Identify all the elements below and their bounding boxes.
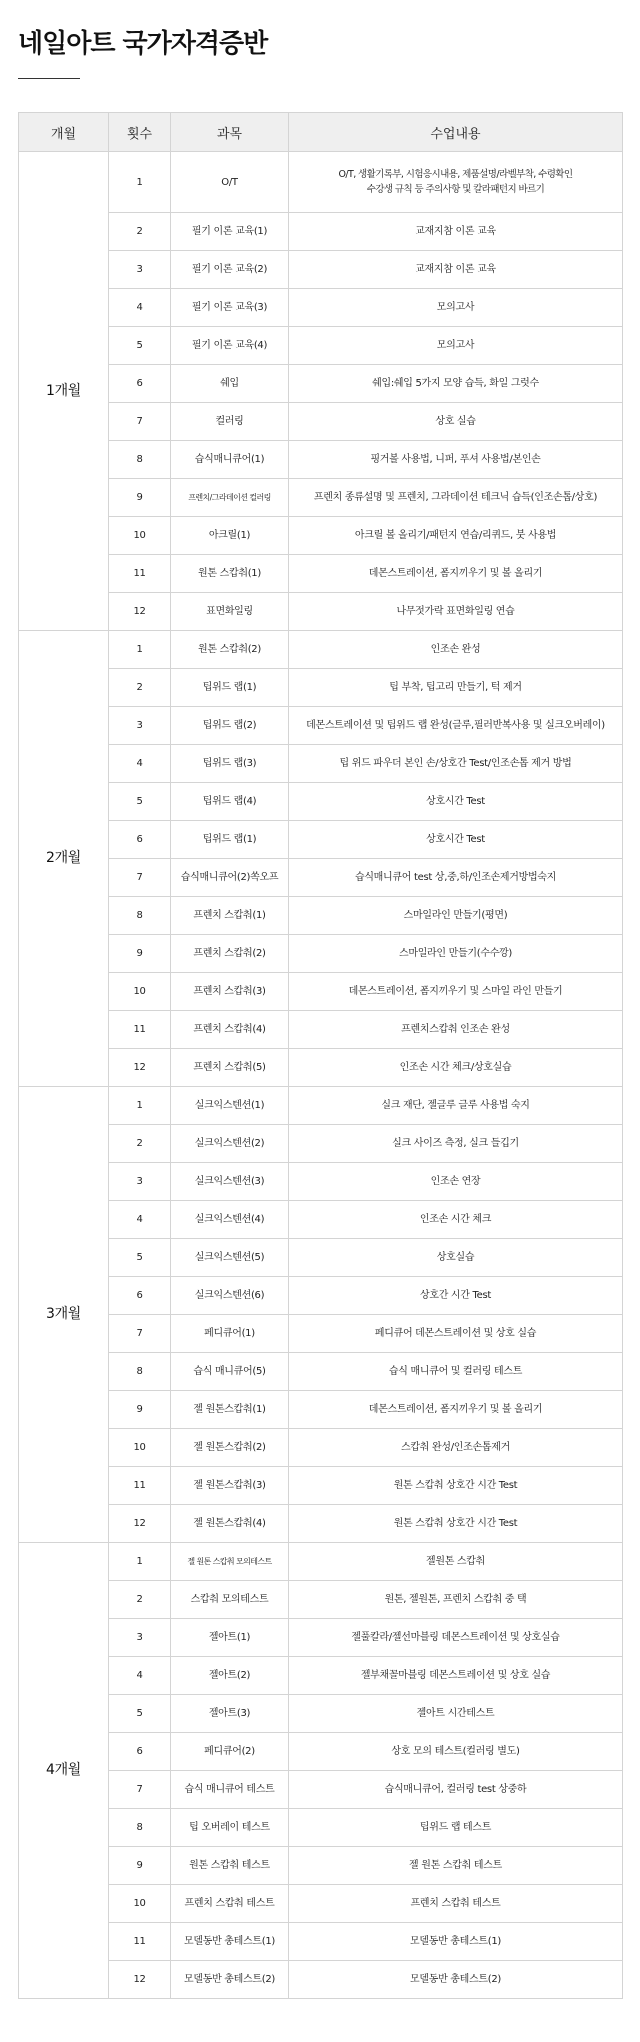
- session-number-cell: 5: [109, 327, 171, 365]
- table-row: [19, 1011, 623, 1049]
- table-row: [19, 1695, 623, 1733]
- subject-cell: 프렌치 스캅춰(1): [171, 897, 289, 935]
- content-cell: 상호시간 Test: [289, 783, 623, 821]
- table-row: [19, 859, 623, 897]
- session-number-cell: 10: [109, 1885, 171, 1923]
- table-row: [19, 897, 623, 935]
- subject-cell: 실크익스텐션(6): [171, 1277, 289, 1315]
- content-cell: 팁 부착, 팁고리 만들기, 턱 제거: [289, 669, 623, 707]
- table-row: [19, 1239, 623, 1277]
- content-cell: 아크릴 볼 올리기/패턴지 연습/리퀴드, 붓 사용법: [289, 517, 623, 555]
- subject-cell: 필기 이론 교육(4): [171, 327, 289, 365]
- table-row: [19, 517, 623, 555]
- session-number-cell: 9: [109, 1391, 171, 1429]
- content-cell: 상호 모의 테스트(컬러링 별도): [289, 1733, 623, 1771]
- session-number-cell: 11: [109, 1011, 171, 1049]
- session-number-cell: 10: [109, 1429, 171, 1467]
- subject-cell: 젤 원톤스캅춰(3): [171, 1467, 289, 1505]
- session-number-cell: 8: [109, 1353, 171, 1391]
- table-header-row: [19, 113, 623, 152]
- table-row: [19, 1429, 623, 1467]
- content-cell: 쉐입:쉐입 5가지 모양 습득, 화일 그럿수: [289, 365, 623, 403]
- table-row: [19, 213, 623, 251]
- month-cell: 2개월: [19, 631, 109, 1087]
- content-cell: 교재지참 이론 교육: [289, 251, 623, 289]
- table-row: [19, 669, 623, 707]
- subject-cell: 젤 원톤스캅춰(4): [171, 1505, 289, 1543]
- table-row: [19, 1049, 623, 1087]
- table-row: [19, 821, 623, 859]
- content-cell: 습식 매니큐어 및 컬러링 테스트: [289, 1353, 623, 1391]
- subject-cell: 실크익스텐션(5): [171, 1239, 289, 1277]
- table-row: [19, 327, 623, 365]
- content-cell: 모의고사: [289, 289, 623, 327]
- content-cell: 프렌치 종류설명 및 프렌치, 그라데이션 테크닉 습득(인조손톱/상호): [289, 479, 623, 517]
- session-number-cell: 4: [109, 1201, 171, 1239]
- content-cell: 스캅춰 완성/인조손톱제거: [289, 1429, 623, 1467]
- title-divider: [18, 78, 80, 79]
- table-row: [19, 1201, 623, 1239]
- subject-cell: 팁위드 랩(3): [171, 745, 289, 783]
- table-row: [19, 631, 623, 669]
- subject-cell: 습식 매니큐어(5): [171, 1353, 289, 1391]
- content-cell: 젤아트 시간테스트: [289, 1695, 623, 1733]
- table-row: [19, 555, 623, 593]
- subject-cell: 원톤 스캅춰(1): [171, 555, 289, 593]
- session-number-cell: 3: [109, 1163, 171, 1201]
- subject-cell: 팁위드 랩(1): [171, 821, 289, 859]
- table-row: [19, 1277, 623, 1315]
- table-row: [19, 1505, 623, 1543]
- session-number-cell: 6: [109, 821, 171, 859]
- session-number-cell: 12: [109, 1505, 171, 1543]
- table-row: [19, 1125, 623, 1163]
- subject-cell: 표면화일링: [171, 593, 289, 631]
- content-cell: 프렌치 스캅춰 테스트: [289, 1885, 623, 1923]
- session-number-cell: 12: [109, 593, 171, 631]
- session-number-cell: 5: [109, 783, 171, 821]
- subject-cell: 젤아트(2): [171, 1657, 289, 1695]
- session-number-cell: 10: [109, 973, 171, 1011]
- content-cell: 젤부채꼴마블링 데몬스트레이션 및 상호 실습: [289, 1657, 623, 1695]
- content-cell: 모델동반 총테스트(1): [289, 1923, 623, 1961]
- table-row: [19, 479, 623, 517]
- content-cell: O/T, 생활기록부, 시험응시내용, 제품설명/라벨부착, 수령확인 수강생 규칙 등 주의사항 및 칼라패턴지 바르기: [289, 152, 623, 213]
- table-row: [19, 1467, 623, 1505]
- table-row: [19, 365, 623, 403]
- session-number-cell: 8: [109, 1809, 171, 1847]
- table-row: [19, 1543, 623, 1581]
- subject-cell: 팁위드 랩(1): [171, 669, 289, 707]
- session-number-cell: 4: [109, 1657, 171, 1695]
- content-cell: 데몬스트레이션, 폼지끼우기 및 볼 올리기: [289, 1391, 623, 1429]
- table-row: [19, 289, 623, 327]
- session-number-cell: 10: [109, 517, 171, 555]
- table-row: [19, 1657, 623, 1695]
- content-cell: 실크 재단, 젤글루 글루 사용법 숙지: [289, 1087, 623, 1125]
- content-cell: 인조손 시간 체크: [289, 1201, 623, 1239]
- page-title: 네일아트 국가자격증반: [18, 29, 268, 59]
- table-row: [19, 1163, 623, 1201]
- table-row: [19, 1619, 623, 1657]
- table-row: [19, 1733, 623, 1771]
- header-subject: 과목: [171, 113, 289, 152]
- subject-cell: 스캅춰 모의테스트: [171, 1581, 289, 1619]
- subject-cell: O/T: [171, 152, 289, 213]
- session-number-cell: 12: [109, 1049, 171, 1087]
- session-number-cell: 9: [109, 479, 171, 517]
- subject-cell: 팁위드 랩(4): [171, 783, 289, 821]
- header-content: 수업내용: [289, 113, 623, 152]
- subject-cell: 실크익스텐션(1): [171, 1087, 289, 1125]
- content-cell: 원톤 스캅춰 상호간 시간 Test: [289, 1505, 623, 1543]
- subject-cell: 페디큐어(1): [171, 1315, 289, 1353]
- session-number-cell: 3: [109, 707, 171, 745]
- table-row: [19, 707, 623, 745]
- session-number-cell: 1: [109, 631, 171, 669]
- subject-cell: 모델동반 총테스트(2): [171, 1961, 289, 1999]
- table-row: [19, 152, 623, 213]
- subject-cell: 프렌치 스캅춰(4): [171, 1011, 289, 1049]
- table-row: [19, 1961, 623, 1999]
- subject-cell: 페디큐어(2): [171, 1733, 289, 1771]
- session-number-cell: 2: [109, 669, 171, 707]
- subject-cell: 필기 이론 교육(2): [171, 251, 289, 289]
- table-row: [19, 1809, 623, 1847]
- table-row: [19, 1923, 623, 1961]
- curriculum-table: [18, 112, 623, 1999]
- subject-cell: 젤 원톤 스캅춰 모의테스트: [171, 1543, 289, 1581]
- content-cell: 젤원톤 스캅춰: [289, 1543, 623, 1581]
- content-cell: 팁위드 랩 테스트: [289, 1809, 623, 1847]
- session-number-cell: 8: [109, 897, 171, 935]
- subject-cell: 프렌치 스캅춰(2): [171, 935, 289, 973]
- header-month: 개월: [19, 113, 109, 152]
- subject-cell: 프렌치/그라데이션 컬러링: [171, 479, 289, 517]
- session-number-cell: 7: [109, 1771, 171, 1809]
- table-row: [19, 745, 623, 783]
- session-number-cell: 1: [109, 1543, 171, 1581]
- session-number-cell: 7: [109, 403, 171, 441]
- content-cell: 교재지참 이론 교육: [289, 213, 623, 251]
- content-cell: 모델동반 총테스트(2): [289, 1961, 623, 1999]
- session-number-cell: 3: [109, 1619, 171, 1657]
- session-number-cell: 6: [109, 1277, 171, 1315]
- session-number-cell: 3: [109, 251, 171, 289]
- content-cell: 페디큐어 데몬스트레이션 및 상호 실습: [289, 1315, 623, 1353]
- subject-cell: 팁 오버레이 테스트: [171, 1809, 289, 1847]
- content-cell: 데몬스트레이션, 폼지끼우기 및 볼 올리기: [289, 555, 623, 593]
- table-row: [19, 1847, 623, 1885]
- table-row: [19, 593, 623, 631]
- content-cell: 스마일라인 만들기(평면): [289, 897, 623, 935]
- table-row: [19, 1391, 623, 1429]
- subject-cell: 필기 이론 교육(1): [171, 213, 289, 251]
- subject-cell: 아크릴(1): [171, 517, 289, 555]
- table-row: [19, 1315, 623, 1353]
- session-number-cell: 11: [109, 555, 171, 593]
- session-number-cell: 8: [109, 441, 171, 479]
- content-cell: 원톤, 젤원톤, 프렌치 스캅춰 중 택: [289, 1581, 623, 1619]
- subject-cell: 원톤 스캅춰 테스트: [171, 1847, 289, 1885]
- content-cell: 프렌치스캅춰 인조손 완성: [289, 1011, 623, 1049]
- session-number-cell: 12: [109, 1961, 171, 1999]
- session-number-cell: 7: [109, 1315, 171, 1353]
- session-number-cell: 1: [109, 152, 171, 213]
- session-number-cell: 4: [109, 289, 171, 327]
- session-number-cell: 2: [109, 213, 171, 251]
- subject-cell: 팁위드 랩(2): [171, 707, 289, 745]
- subject-cell: 젤아트(3): [171, 1695, 289, 1733]
- content-cell: 인조손 완성: [289, 631, 623, 669]
- content-cell: 인조손 시간 체크/상호실습: [289, 1049, 623, 1087]
- session-number-cell: 2: [109, 1125, 171, 1163]
- subject-cell: 실크익스텐션(3): [171, 1163, 289, 1201]
- content-cell: 나무젓가락 표면화일링 연습: [289, 593, 623, 631]
- session-number-cell: 11: [109, 1923, 171, 1961]
- table-row: [19, 1885, 623, 1923]
- table-row: [19, 973, 623, 1011]
- subject-cell: 프렌치 스캅춰 테스트: [171, 1885, 289, 1923]
- content-cell: 습식매니큐어, 컬러링 test 상중하: [289, 1771, 623, 1809]
- content-cell: 팁 위드 파우더 본인 손/상호간 Test/인조손톱 제거 방법: [289, 745, 623, 783]
- session-number-cell: 2: [109, 1581, 171, 1619]
- session-number-cell: 4: [109, 745, 171, 783]
- table-row: [19, 1353, 623, 1391]
- subject-cell: 모델동반 총테스트(1): [171, 1923, 289, 1961]
- content-cell: 핑거볼 사용법, 니퍼, 푸셔 사용법/본인손: [289, 441, 623, 479]
- table-row: [19, 251, 623, 289]
- session-number-cell: 1: [109, 1087, 171, 1125]
- subject-cell: 쉐입: [171, 365, 289, 403]
- content-cell: 상호실습: [289, 1239, 623, 1277]
- content-cell: 데몬스트레이션 및 팁위드 랩 완성(글루,필러반복사용 및 실크오버레이): [289, 707, 623, 745]
- session-number-cell: 6: [109, 1733, 171, 1771]
- subject-cell: 실크익스텐션(2): [171, 1125, 289, 1163]
- month-cell: 3개월: [19, 1087, 109, 1543]
- table-row: [19, 1581, 623, 1619]
- subject-cell: 습식 매니큐어 테스트: [171, 1771, 289, 1809]
- content-cell: 상호간 시간 Test: [289, 1277, 623, 1315]
- session-number-cell: 11: [109, 1467, 171, 1505]
- table-row: [19, 1087, 623, 1125]
- content-cell: 젤풀칼라/젤선마블링 데몬스트레이션 및 상호실습: [289, 1619, 623, 1657]
- content-cell: 젤 원톤 스캅춰 테스트: [289, 1847, 623, 1885]
- content-cell: 상호시간 Test: [289, 821, 623, 859]
- subject-cell: 원톤 스캅춰(2): [171, 631, 289, 669]
- content-cell: 습식매니큐어 test 상,중,하/인조손제거방법숙지: [289, 859, 623, 897]
- subject-cell: 필기 이론 교육(3): [171, 289, 289, 327]
- table-row: [19, 441, 623, 479]
- table-row: [19, 783, 623, 821]
- subject-cell: 프렌치 스캅춰(5): [171, 1049, 289, 1087]
- session-number-cell: 6: [109, 365, 171, 403]
- subject-cell: 실크익스텐션(4): [171, 1201, 289, 1239]
- table-body: [19, 152, 623, 1999]
- session-number-cell: 5: [109, 1695, 171, 1733]
- subject-cell: 젤 원톤스캅춰(2): [171, 1429, 289, 1467]
- session-number-cell: 9: [109, 935, 171, 973]
- table-row: [19, 935, 623, 973]
- subject-cell: 젤아트(1): [171, 1619, 289, 1657]
- month-cell: 1개월: [19, 152, 109, 631]
- session-number-cell: 9: [109, 1847, 171, 1885]
- content-cell: 상호 실습: [289, 403, 623, 441]
- content-cell: 데몬스트레이션, 폼지끼우기 및 스마일 라인 만들기: [289, 973, 623, 1011]
- session-number-cell: 7: [109, 859, 171, 897]
- subject-cell: 프렌치 스캅춰(3): [171, 973, 289, 1011]
- content-cell: 모의고사: [289, 327, 623, 365]
- subject-cell: 습식매니큐어(2)쏙오프: [171, 859, 289, 897]
- month-cell: 4개월: [19, 1543, 109, 1999]
- session-number-cell: 5: [109, 1239, 171, 1277]
- header-session: 횟수: [109, 113, 171, 152]
- subject-cell: 습식매니큐어(1): [171, 441, 289, 479]
- subject-cell: 컬러링: [171, 403, 289, 441]
- content-cell: 인조손 연장: [289, 1163, 623, 1201]
- subject-cell: 젤 원톤스캅춰(1): [171, 1391, 289, 1429]
- table-row: [19, 1771, 623, 1809]
- table-row: [19, 403, 623, 441]
- content-cell: 원톤 스캅춰 상호간 시간 Test: [289, 1467, 623, 1505]
- content-cell: 실크 사이즈 측정, 실크 들깁기: [289, 1125, 623, 1163]
- content-cell: 스마일라인 만들기(수수깡): [289, 935, 623, 973]
